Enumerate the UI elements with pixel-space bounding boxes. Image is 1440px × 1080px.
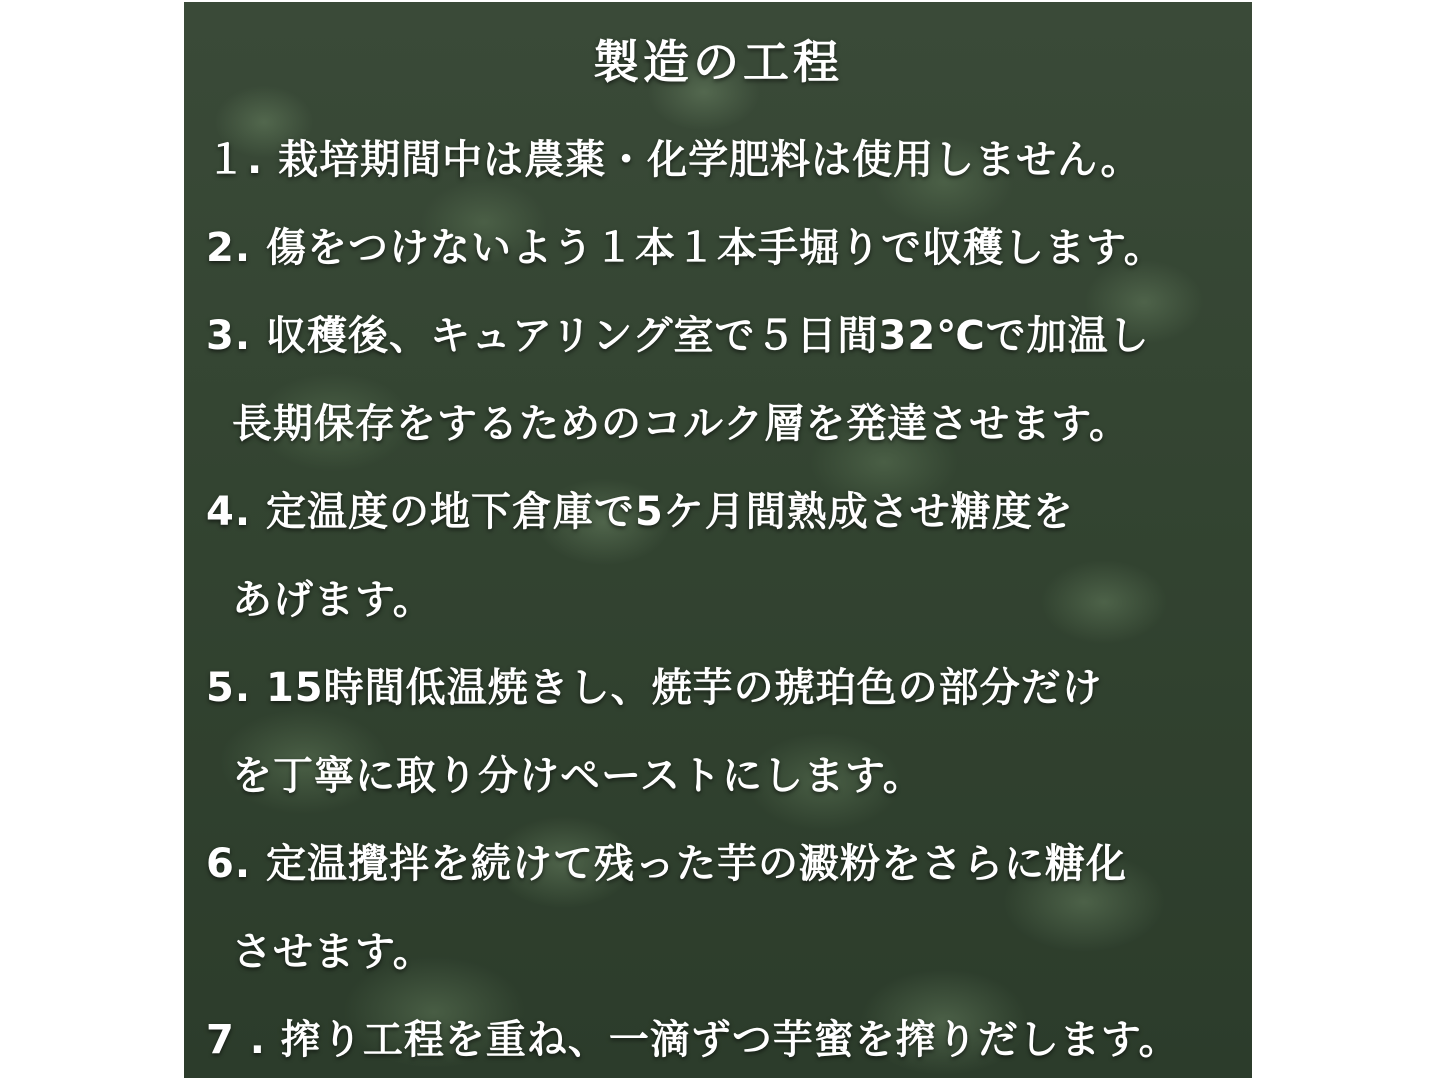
step-6: 6. 定温攪拌を続けて残った芋の澱粉をさらに糖化 (206, 841, 1127, 887)
step-1: １. 栽培期間中は農薬・化学肥料は使用しません。 (206, 137, 1142, 183)
step-4-continued: あげます。 (232, 577, 434, 623)
step-5-continued: を丁寧に取り分けペーストにします。 (232, 753, 924, 799)
process-steps-list (206, 130, 1246, 1078)
page-title: 製造の工程 (593, 35, 843, 89)
sweet-potato-leaves-background (184, 2, 1252, 1078)
step-4: 4. 定温度の地下倉庫で5ケ月間熟成させ糖度を (206, 489, 1074, 535)
step-3-continued: 長期保存をするためのコルク層を発達させます。 (232, 401, 1130, 447)
step-2: 2. 傷をつけないよう１本１本手堀りで収穫します。 (206, 225, 1165, 271)
step-5: 5. 15時間低温焼きし、焼芋の琥珀色の部分だけ (206, 665, 1103, 711)
step-7: 7 . 搾り工程を重ね、一滴ずつ芋蜜を搾りだします。 (206, 1017, 1180, 1063)
step-6-continued: させます。 (232, 929, 434, 975)
step-3: 3. 収穫後、キュアリング室で５日間32℃で加温し (206, 313, 1150, 359)
